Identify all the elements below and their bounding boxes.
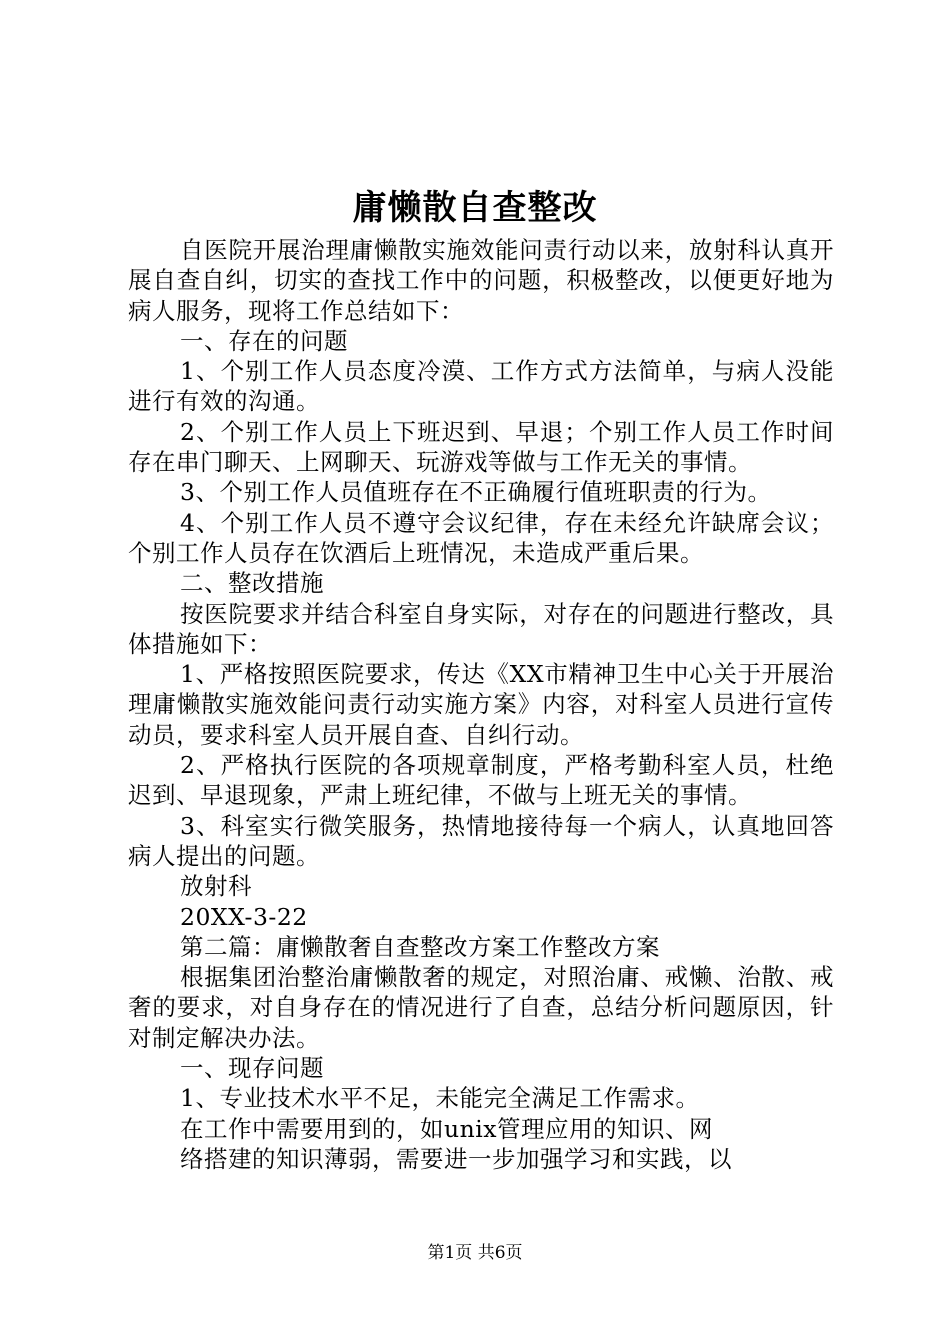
list-item: 1、严格按照医院要求，传达《XX市精神卫生中心关于开展治理庸懒散实施效能问责行动实施方案》内容，对科室人员进行宣传动员，要求科室人员开展自查、自纠行动。 (128, 660, 834, 749)
body-line: 在工作中需要用到的，如unix管理应用的知识、网 (180, 1114, 714, 1143)
body-line: 络搭建的知识薄弱，需要进一步加强学习和实践，以 (180, 1144, 732, 1173)
signature-date: 20XX-3-22 (180, 902, 308, 931)
list-item: 2、严格执行医院的各项规章制度，严格考勤科室人员，杜绝迟到、早退现象，严肃上班纪律，不做与上班无关的事情。 (128, 751, 834, 810)
section-heading: 二、整改措施 (180, 569, 324, 598)
list-item: 1、个别工作人员态度冷漠、工作方式方法简单，与病人没能进行有效的沟通。 (128, 357, 834, 416)
section-heading: 一、存在的问题 (180, 326, 348, 355)
document-title: 庸懒散自查整改 (352, 188, 598, 228)
section-heading: 第二篇：庸懒散奢自查整改方案工作整改方案 (180, 932, 660, 961)
list-item: 3、个别工作人员值班存在不正确履行值班职责的行为。 (180, 478, 772, 507)
list-item: 1、专业技术水平不足，未能完全满足工作需求。 (180, 1084, 700, 1113)
list-item: 4、个别工作人员不遵守会议纪律，存在未经允许缺席会议；个别工作人员存在饮酒后上班情况，未造成严重后果。 (128, 508, 834, 567)
signature-department: 放射科 (180, 872, 252, 901)
body-paragraph: 根据集团治整治庸懒散奢的规定，对照治庸、戒懒、治散、戒奢的要求，对自身存在的情况进行了自查，总结分析问题原因，针对制定解决办法。 (128, 963, 834, 1052)
document-body (128, 235, 834, 1174)
page-footer: 第1页 共6页 (427, 1243, 523, 1263)
section-heading: 一、现存问题 (180, 1054, 324, 1083)
list-item: 3、科室实行微笑服务，热情地接待每一个病人，认真地回答病人提出的问题。 (128, 811, 834, 870)
list-item: 2、个别工作人员上下班迟到、早退；个别工作人员工作时间存在串门聊天、上网聊天、玩游戏等做与工作无关的事情。 (128, 417, 834, 477)
intro-paragraph: 自医院开展治理庸懒散实施效能问责行动以来，放射科认真开展自查自纠，切实的查找工作中的问题，积极整改，以便更好地为病人服务，现将工作总结如下： (128, 236, 834, 325)
body-paragraph: 按医院要求并结合科室自身实际，对存在的问题进行整改，具体措施如下： (128, 599, 834, 658)
